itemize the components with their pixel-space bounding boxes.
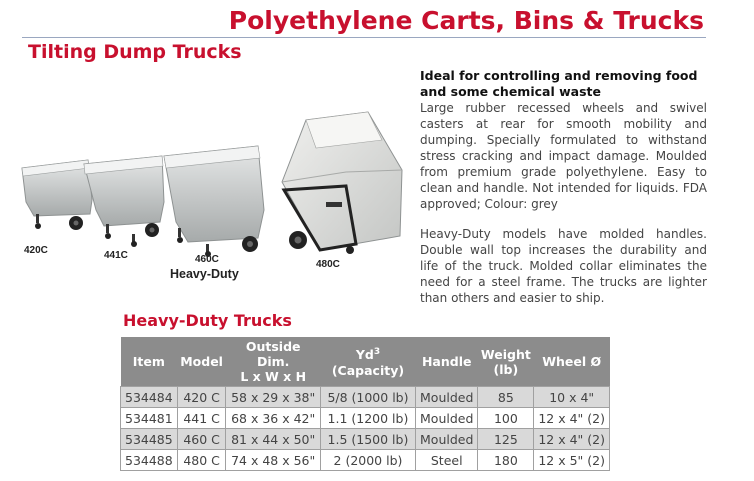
truck-420c: [22, 160, 92, 230]
weight-header-line2: (lb): [493, 361, 519, 377]
table-row: [121, 429, 610, 450]
cell-capacity: 5/8 (1000 lb): [320, 387, 415, 408]
col-header-item: Item: [121, 337, 178, 387]
dim-header-line1: Outside Dim.: [245, 339, 301, 369]
description-paragraph: Large rubber recessed wheels and swivel casters at rear for smooth mobility and dumping. Specially formulated to withstand stress cracking and impact damage. Moulded from premium grade polyethylene. Easy to clean and handle. Not intended for liquids. FDA approved; Colour: grey: [420, 101, 707, 211]
cell-wheel: 12 x 4" (2): [534, 429, 610, 450]
cell-handle: Moulded: [416, 387, 478, 408]
cell-item: 534481: [121, 408, 178, 429]
description-heading: Ideal for controlling and removing food and some chemical waste: [420, 68, 698, 99]
label-480c: 480C: [316, 259, 340, 270]
label-420c: 420C: [24, 245, 48, 256]
cell-weight: 180: [478, 450, 534, 471]
cell-model: 480 C: [177, 450, 226, 471]
cell-item: 534485: [121, 429, 178, 450]
cell-dimensions: 68 x 36 x 42": [226, 408, 320, 429]
col-header-dimensions: [226, 337, 320, 387]
label-460c: 460C: [195, 254, 219, 265]
title-divider: [22, 37, 706, 38]
cap-header-sup: 3: [373, 347, 381, 358]
col-header-capacity: [320, 337, 415, 387]
truck-441c: [84, 156, 164, 247]
cell-item: 534484: [121, 387, 178, 408]
truck-460c: [164, 146, 264, 257]
col-header-model: Model: [177, 337, 226, 387]
cell-dimensions: 58 x 29 x 38": [226, 387, 320, 408]
truck-480c: [282, 112, 402, 254]
table-row: [121, 450, 610, 471]
cell-capacity: 2 (2000 lb): [320, 450, 415, 471]
page-title: Polyethylene Carts, Bins & Trucks: [228, 6, 704, 35]
table-header-row: [121, 337, 610, 387]
dim-header-line2: L x W x H: [240, 369, 307, 384]
label-441c: 441C: [104, 250, 128, 261]
col-header-wheel: Wheel Ø: [534, 337, 610, 387]
cell-model: 441 C: [177, 408, 226, 429]
figure-caption: Heavy-Duty: [170, 267, 239, 281]
weight-header-line1: Weight: [480, 346, 531, 362]
cell-dimensions: 81 x 44 x 50": [226, 429, 320, 450]
cell-capacity: 1.1 (1200 lb): [320, 408, 415, 429]
cell-wheel: 12 x 4" (2): [534, 408, 610, 429]
table-row: [121, 387, 610, 408]
cell-weight: 85: [478, 387, 534, 408]
section-title: Tilting Dump Trucks: [28, 41, 242, 63]
cell-capacity: 1.5 (1500 lb): [320, 429, 415, 450]
cell-weight: 125: [478, 429, 534, 450]
cell-handle: Steel: [416, 450, 478, 471]
cell-dimensions: 74 x 48 x 56": [226, 450, 320, 471]
cell-wheel: 10 x 4": [534, 387, 610, 408]
specs-table: [120, 337, 610, 471]
cell-model: 460 C: [177, 429, 226, 450]
col-header-weight: [478, 337, 534, 387]
table-row: [121, 408, 610, 429]
cell-model: 420 C: [177, 387, 226, 408]
table-title: Heavy-Duty Trucks: [123, 311, 292, 330]
col-header-handle: Handle: [416, 337, 478, 387]
cell-item: 534488: [121, 450, 178, 471]
product-photo: [20, 110, 410, 285]
cell-wheel: 12 x 5" (2): [534, 450, 610, 471]
cell-weight: 100: [478, 408, 534, 429]
cap-header-suffix: (Capacity): [331, 362, 405, 378]
description-paragraph: Heavy-Duty models have molded handles. Double wall top increases the durability and life of the truck. Molded collar eliminates the need for a steel frame. The trucks are lighter than others and easier to ship.: [420, 227, 707, 305]
cell-handle: Moulded: [416, 408, 478, 429]
cap-header-prefix: Yd: [355, 347, 374, 363]
cell-handle: Moulded: [416, 429, 478, 450]
